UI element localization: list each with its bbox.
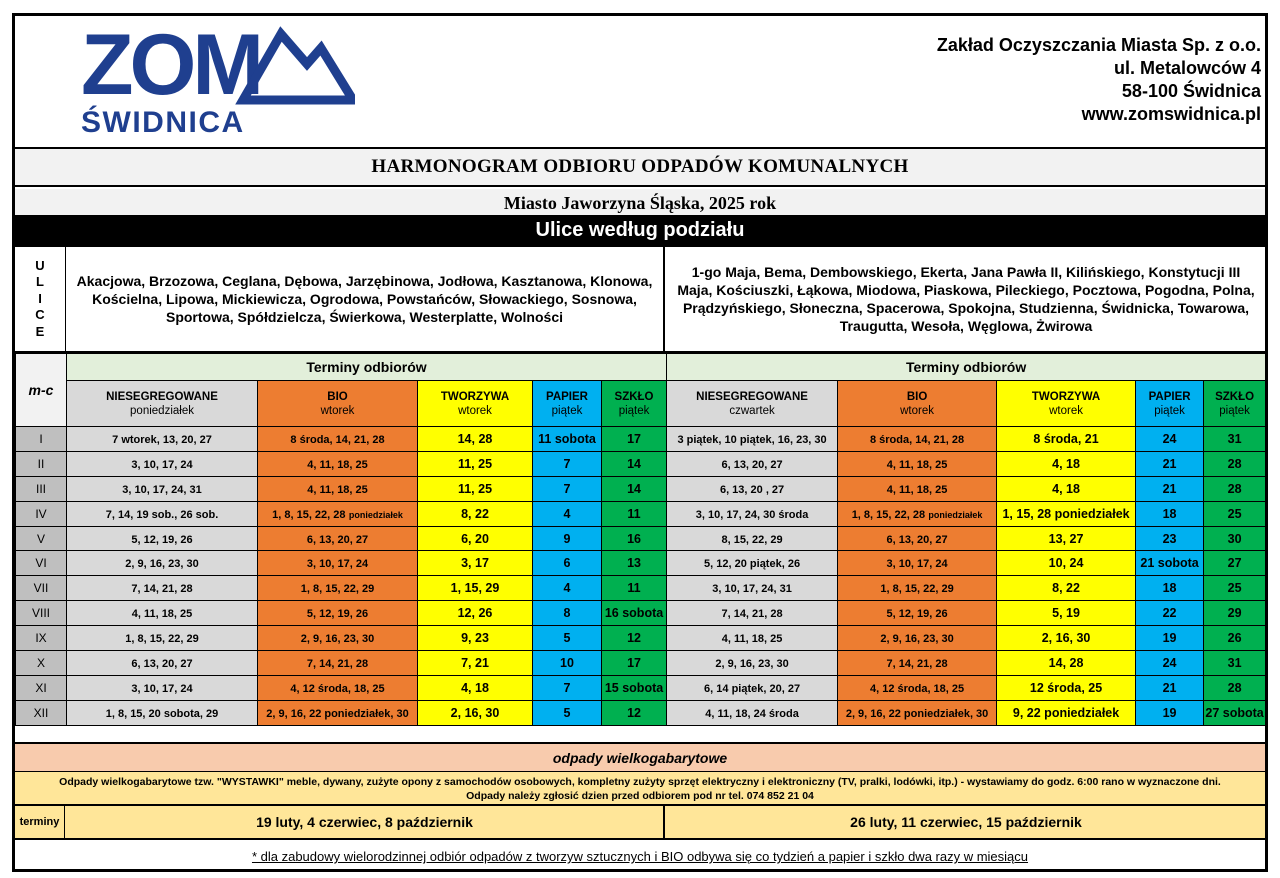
tworzywa-left-cell: 7, 21 [418, 651, 533, 676]
bio-left-cell: 1, 8, 15, 22, 28 poniedziałek [258, 501, 418, 526]
bio-right-cell: 2, 9, 16, 22 poniedziałek, 30 [838, 700, 997, 725]
bulky-waste-description: Odpady wielkogabarytowe tzw. "WYSTAWKI" meble, dywany, zużyte opony z samochodów osobowych, kompletny zużyty sprzęt elektryczny i elektroniczny (TV, pralki, lodówki, itp.) - wystawiamy do godz. 6:00 rano w wyznaczone dni. Odpady należy zgłosić dzien przed odbiorem pod nr tel. 074 852 21 04 [15, 772, 1265, 806]
szklo-left-cell: 14 [602, 476, 667, 501]
niesegregowane-right-cell: 6, 13, 20, 27 [667, 451, 838, 476]
company-city: 58-100 Świdnica [1121, 81, 1261, 101]
niesegregowane-left-cell: 1, 8, 15, 20 sobota, 29 [67, 700, 258, 725]
papier-right-cell: 21 [1136, 451, 1204, 476]
month-row [16, 675, 1266, 700]
tworzywa-left-cell: 14, 28 [418, 427, 533, 452]
bio-right-cell: 4, 11, 18, 25 [838, 476, 997, 501]
szklo-right-cell: 31 [1204, 427, 1266, 452]
streets-header: Ulice według podziału [15, 215, 1265, 246]
bio-right-cell: 8 środa, 14, 21, 28 [838, 427, 997, 452]
niesegregowane-right-cell: 5, 12, 20 piątek, 26 [667, 551, 838, 576]
month-column-header: m-c [16, 354, 67, 427]
company-website[interactable]: www.zomswidnica.pl [1081, 104, 1261, 124]
month-row [16, 451, 1266, 476]
bio-right-cell: 4, 12 środa, 18, 25 [838, 675, 997, 700]
ulice-letter: C [35, 307, 45, 323]
szklo-right-cell: 26 [1204, 626, 1266, 651]
niesegregowane-right-cell: 3, 10, 17, 24, 31 [667, 576, 838, 601]
bio-day-note: poniedziałek [348, 509, 403, 520]
bio-left-cell: 5, 12, 19, 26 [258, 601, 418, 626]
terms-label: terminy [15, 806, 65, 838]
tworzywa-left-cell: 11, 25 [418, 451, 533, 476]
niesegregowane-right-cell: 8, 15, 22, 29 [667, 526, 838, 551]
zom-swidnica-logo [75, 20, 355, 138]
month-row [16, 601, 1266, 626]
niesegregowane-right-cell: 4, 11, 18, 24 środa [667, 700, 838, 725]
bio-right-cell: 3, 10, 17, 24 [838, 551, 997, 576]
niesegregowane-right-cell: 3 piątek, 10 piątek, 16, 23, 30 [667, 427, 838, 452]
szklo-left-cell: 14 [602, 451, 667, 476]
header-niesegregowane-left: NIESEGREGOWANE poniedziałek [67, 381, 258, 427]
footnote: * dla zabudowy wielorodzinnej odbiór odpadów z tworzyw sztucznych i BIO odbywa się co tydzień a papier i szkło dwa razy w miesiącu [251, 849, 1029, 864]
papier-left-cell: 9 [533, 526, 602, 551]
papier-right-cell: 24 [1136, 427, 1204, 452]
niesegregowane-left-cell: 7 wtorek, 13, 20, 27 [67, 427, 258, 452]
month-label: V [16, 526, 67, 551]
niesegregowane-left-cell: 6, 13, 20, 27 [67, 651, 258, 676]
month-row [16, 651, 1266, 676]
papier-right-cell: 18 [1136, 576, 1204, 601]
streets-left-text: Akacjowa, Brzozowa, Ceglana, Dębowa, Jarzębinowa, Jodłowa, Kasztanowa, Klonowa, Kościelna, Lipowa, Mickiewicza, Ogrodowa, Powstańców, Słowackiego, Sosnowa, Sportowa, Spółdzielcza, Świerkowa, Westerplatte, Wolności [76, 273, 653, 325]
bio-left-cell: 3, 10, 17, 24 [258, 551, 418, 576]
tworzywa-right-cell: 13, 27 [997, 526, 1136, 551]
szklo-right-cell: 28 [1204, 675, 1266, 700]
bio-right-cell: 2, 9, 16, 23, 30 [838, 626, 997, 651]
papier-right-cell: 19 [1136, 700, 1204, 725]
tworzywa-left-cell: 6, 20 [418, 526, 533, 551]
month-row [16, 576, 1266, 601]
szklo-left-cell: 16 [602, 526, 667, 551]
papier-left-cell: 8 [533, 601, 602, 626]
tworzywa-left-cell: 4, 18 [418, 675, 533, 700]
szklo-right-cell: 28 [1204, 451, 1266, 476]
niesegregowane-left-cell: 3, 10, 17, 24 [67, 675, 258, 700]
szklo-right-cell: 28 [1204, 476, 1266, 501]
szklo-left-cell: 13 [602, 551, 667, 576]
papier-left-cell: 7 [533, 451, 602, 476]
waste-type-header-row [16, 381, 1266, 427]
szklo-left-cell: 11 [602, 501, 667, 526]
logo-bottom-text: ŚWIDNICA [81, 106, 245, 138]
schedule-table [15, 353, 1266, 726]
szklo-right-cell: 30 [1204, 526, 1266, 551]
company-name: Zakład Oczyszczania Miasta Sp. z o.o. [936, 35, 1261, 55]
niesegregowane-right-cell: 4, 11, 18, 25 [667, 626, 838, 651]
szklo-right-cell: 31 [1204, 651, 1266, 676]
tworzywa-left-cell: 9, 23 [418, 626, 533, 651]
company-info [937, 34, 1261, 126]
tworzywa-left-cell: 12, 26 [418, 601, 533, 626]
bio-left-cell: 4, 11, 18, 25 [258, 476, 418, 501]
niesegregowane-right-cell: 6, 13, 20 , 27 [667, 476, 838, 501]
bulky-waste-terms [15, 806, 1265, 840]
niesegregowane-left-cell: 7, 14, 19 sob., 26 sob. [67, 501, 258, 526]
tworzywa-right-cell: 8 środa, 21 [997, 427, 1136, 452]
bio-day-note: poniedziałek [928, 509, 983, 520]
bulky-waste-title: odpady wielkogabarytowe [15, 742, 1265, 772]
terms-right: 26 luty, 11 czerwiec, 15 październik [850, 814, 1082, 830]
tworzywa-left-cell: 2, 16, 30 [418, 700, 533, 725]
bio-left-cell: 4, 11, 18, 25 [258, 451, 418, 476]
month-label: VIII [16, 601, 67, 626]
header-tworzywa-right: TWORZYWA wtorek [997, 381, 1136, 427]
niesegregowane-left-cell: 1, 8, 15, 22, 29 [67, 626, 258, 651]
header-szklo-right: SZKŁO piątek [1204, 381, 1266, 427]
ulice-letter: I [38, 290, 42, 306]
tworzywa-right-cell: 14, 28 [997, 651, 1136, 676]
papier-right-cell: 24 [1136, 651, 1204, 676]
bio-right-cell: 5, 12, 19, 26 [838, 601, 997, 626]
papier-left-cell: 5 [533, 626, 602, 651]
header-szklo-left: SZKŁO piątek [602, 381, 667, 427]
tworzywa-right-cell: 1, 15, 28 poniedziałek [997, 501, 1136, 526]
tworzywa-right-cell: 4, 18 [997, 451, 1136, 476]
document-title: HARMONOGRAM ODBIORU ODPADÓW KOMUNALNYCH [15, 149, 1265, 187]
month-row [16, 501, 1266, 526]
logo-top-text: ZOM [81, 20, 261, 113]
papier-right-cell: 23 [1136, 526, 1204, 551]
tworzywa-right-cell: 12 środa, 25 [997, 675, 1136, 700]
bio-left-cell: 2, 9, 16, 22 poniedziałek, 30 [258, 700, 418, 725]
month-label: III [16, 476, 67, 501]
niesegregowane-right-cell: 2, 9, 16, 23, 30 [667, 651, 838, 676]
ulice-letter: L [36, 274, 44, 290]
month-row [16, 427, 1266, 452]
document-subtitle: Miasto Jaworzyna Śląska, 2025 rok [15, 189, 1265, 215]
papier-right-cell: 19 [1136, 626, 1204, 651]
month-row [16, 551, 1266, 576]
month-label: II [16, 451, 67, 476]
ulice-letter: U [35, 257, 45, 273]
streets-group-right [667, 247, 1265, 351]
papier-left-cell: 5 [533, 700, 602, 725]
papier-left-cell: 6 [533, 551, 602, 576]
month-label: XI [16, 675, 67, 700]
tworzywa-left-cell: 3, 17 [418, 551, 533, 576]
niesegregowane-left-cell: 3, 10, 17, 24 [67, 451, 258, 476]
papier-left-cell: 4 [533, 501, 602, 526]
bio-left-cell: 2, 9, 16, 23, 30 [258, 626, 418, 651]
header-bio-right: BIO wtorek [838, 381, 997, 427]
header-papier-left: PAPIER piątek [533, 381, 602, 427]
terminy-header-right: Terminy odbiorów [667, 354, 1266, 381]
szklo-right-cell: 29 [1204, 601, 1266, 626]
tworzywa-right-cell: 9, 22 poniedziałek [997, 700, 1136, 725]
company-street: ul. Metalowców 4 [1113, 58, 1261, 78]
month-row [16, 700, 1266, 725]
szklo-left-cell: 12 [602, 626, 667, 651]
szklo-left-cell: 15 sobota [602, 675, 667, 700]
tworzywa-left-cell: 1, 15, 29 [418, 576, 533, 601]
header-bio-left: BIO wtorek [258, 381, 418, 427]
tworzywa-right-cell: 8, 22 [997, 576, 1136, 601]
month-row [16, 626, 1266, 651]
niesegregowane-left-cell: 4, 11, 18, 25 [67, 601, 258, 626]
ulice-vertical-label [15, 247, 66, 351]
papier-right-cell: 21 sobota [1136, 551, 1204, 576]
header-tworzywa-left: TWORZYWA wtorek [418, 381, 533, 427]
papier-right-cell: 21 [1136, 476, 1204, 501]
terms-left: 19 luty, 4 czerwiec, 8 październik [66, 806, 665, 838]
bio-left-cell: 7, 14, 21, 28 [258, 651, 418, 676]
szklo-right-cell: 25 [1204, 576, 1266, 601]
szklo-left-cell: 17 [602, 651, 667, 676]
bio-right-cell: 1, 8, 15, 22, 28 poniedziałek [838, 501, 997, 526]
szklo-left-cell: 11 [602, 576, 667, 601]
szklo-right-cell: 27 sobota [1204, 700, 1266, 725]
papier-left-cell: 7 [533, 675, 602, 700]
tworzywa-right-cell: 4, 18 [997, 476, 1136, 501]
niesegregowane-left-cell: 2, 9, 16, 23, 30 [67, 551, 258, 576]
bio-right-cell: 6, 13, 20, 27 [838, 526, 997, 551]
month-label: XII [16, 700, 67, 725]
month-label: I [16, 427, 67, 452]
ulice-letter: E [35, 323, 45, 339]
bio-left-cell: 1, 8, 15, 22, 29 [258, 576, 418, 601]
schedule-document [12, 13, 1268, 872]
szklo-left-cell: 17 [602, 427, 667, 452]
papier-right-cell: 18 [1136, 501, 1204, 526]
szklo-right-cell: 27 [1204, 551, 1266, 576]
papier-left-cell: 7 [533, 476, 602, 501]
header-niesegregowane-right: NIESEGREGOWANE czwartek [667, 381, 838, 427]
header [15, 16, 1265, 149]
bio-left-cell: 8 środa, 14, 21, 28 [258, 427, 418, 452]
papier-right-cell: 22 [1136, 601, 1204, 626]
szklo-right-cell: 25 [1204, 501, 1266, 526]
month-label: VII [16, 576, 67, 601]
niesegregowane-left-cell: 5, 12, 19, 26 [67, 526, 258, 551]
niesegregowane-left-cell: 7, 14, 21, 28 [67, 576, 258, 601]
papier-left-cell: 10 [533, 651, 602, 676]
niesegregowane-right-cell: 7, 14, 21, 28 [667, 601, 838, 626]
szklo-left-cell: 12 [602, 700, 667, 725]
streets-section [15, 246, 1265, 353]
bio-left-cell: 6, 13, 20, 27 [258, 526, 418, 551]
header-papier-right: PAPIER piątek [1136, 381, 1204, 427]
szklo-left-cell: 16 sobota [602, 601, 667, 626]
niesegregowane-right-cell: 6, 14 piątek, 20, 27 [667, 675, 838, 700]
month-label: VI [16, 551, 67, 576]
niesegregowane-right-cell: 3, 10, 17, 24, 30 środa [667, 501, 838, 526]
bio-left-cell: 4, 12 środa, 18, 25 [258, 675, 418, 700]
bio-right-cell: 7, 14, 21, 28 [838, 651, 997, 676]
tworzywa-left-cell: 11, 25 [418, 476, 533, 501]
bio-right-cell: 4, 11, 18, 25 [838, 451, 997, 476]
month-label: IV [16, 501, 67, 526]
papier-left-cell: 4 [533, 576, 602, 601]
tworzywa-right-cell: 5, 19 [997, 601, 1136, 626]
terminy-header-left: Terminy odbiorów [67, 354, 667, 381]
tworzywa-right-cell: 10, 24 [997, 551, 1136, 576]
month-label: IX [16, 626, 67, 651]
niesegregowane-left-cell: 3, 10, 17, 24, 31 [67, 476, 258, 501]
papier-right-cell: 21 [1136, 675, 1204, 700]
month-label: X [16, 651, 67, 676]
papier-left-cell: 11 sobota [533, 427, 602, 452]
month-row [16, 526, 1266, 551]
month-row [16, 476, 1266, 501]
tworzywa-left-cell: 8, 22 [418, 501, 533, 526]
tworzywa-right-cell: 2, 16, 30 [997, 626, 1136, 651]
terminy-header-row [16, 354, 1266, 381]
streets-right-text: 1-go Maja, Bema, Dembowskiego, Ekerta, Jana Pawła II, Kilińskiego, Konstytucji III Maja, Kościuszki, Łąkowa, Miodowa, Piaskowa, Pileckiego, Pocztowa, Pogodna, Polna, Prądzyńskiego, Słoneczna, Spacerowa, Spokojna, Studzienna, Świdnicka, Towarowa, Traugutta, Wesoła, Węglowa, Żwirowa [677, 264, 1255, 334]
bio-right-cell: 1, 8, 15, 22, 29 [838, 576, 997, 601]
streets-group-left [66, 247, 665, 351]
